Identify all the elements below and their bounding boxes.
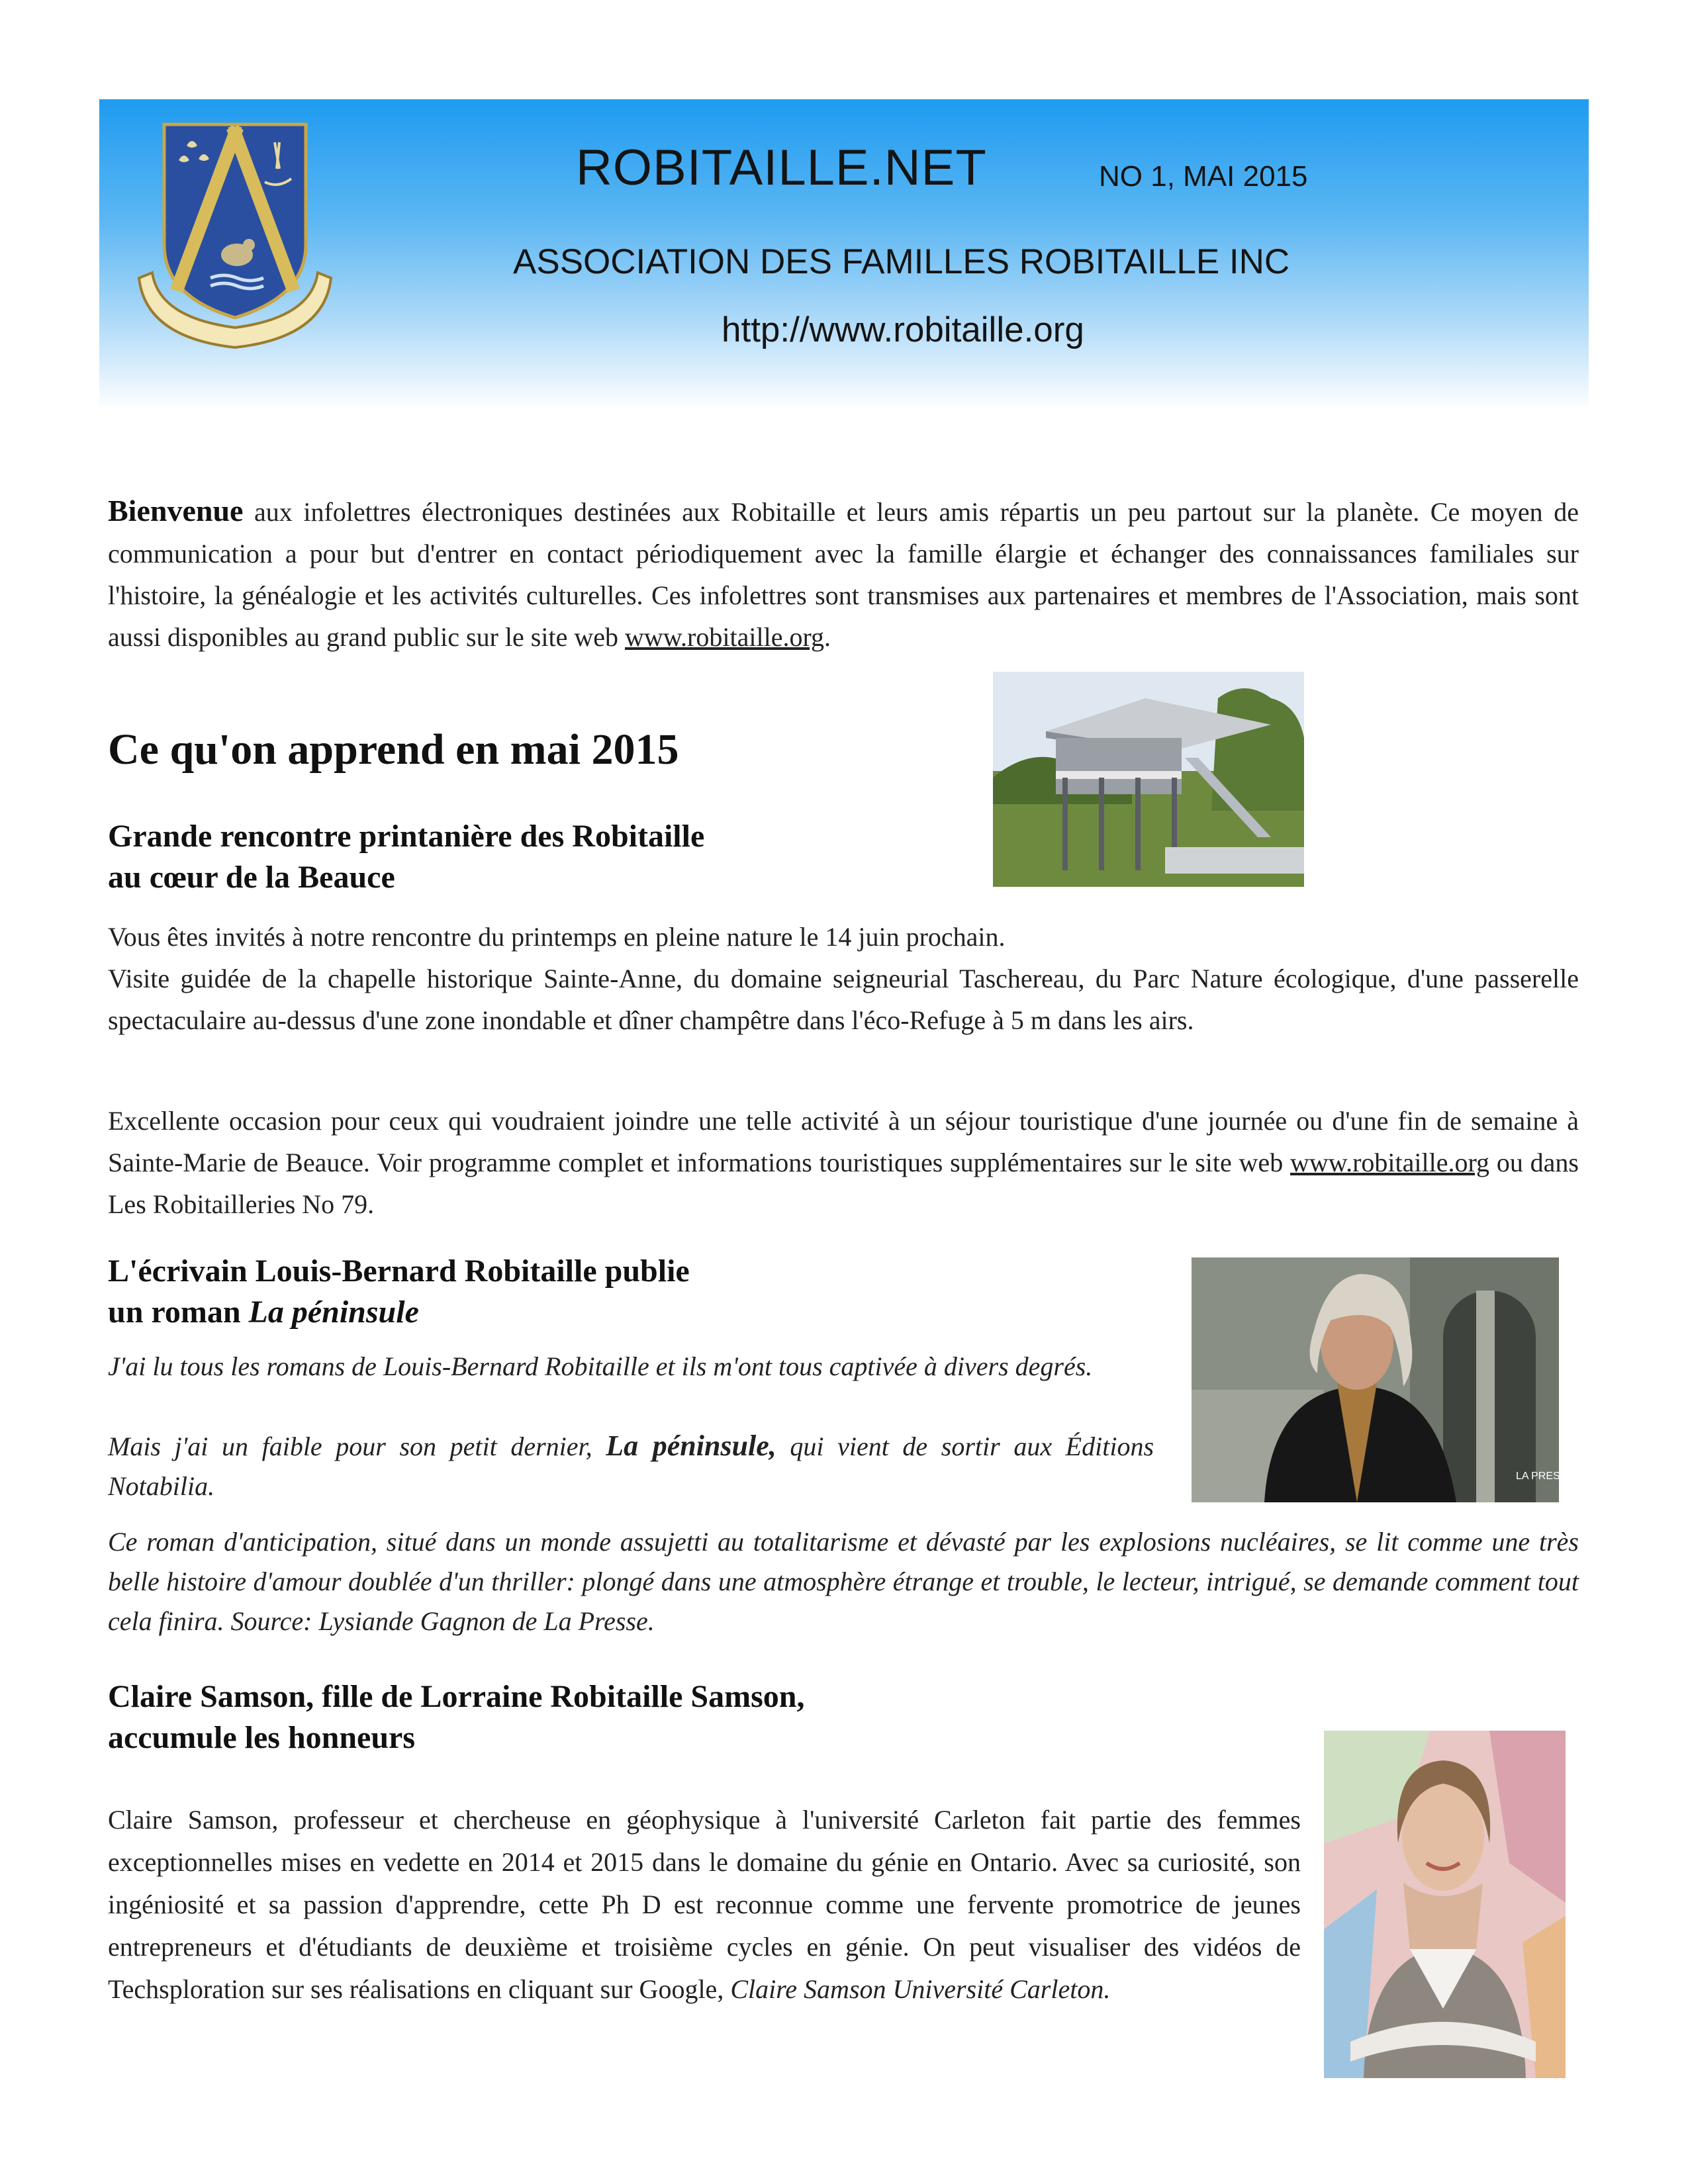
article3-search-terms: Claire Samson Université Carleton. xyxy=(730,1974,1111,2004)
article1-paragraph-2: Excellente occasion pour ceux qui voudraient joindre une telle activité à un séjour touristique d'une journée ou d'une fin de semaine à Sainte-Marie de Beauce. Voir programme complet et informations touristiques supplémentaires sur le site web www.robitaille.org ou dans Les Robitailleries No 79. xyxy=(108,1106,1579,1219)
issue-number: NO 1, MAI 2015 xyxy=(1099,160,1308,193)
site-title: ROBITAILLE.NET xyxy=(576,140,987,196)
intro-lead-word: Bienvenue xyxy=(108,494,244,527)
intro-paragraph: Bienvenue aux infolettres électroniques destinées aux Robitaille et leurs amis répartis un peu partout sur la planète. Ce moyen de communication a pour but d'entrer en contact périodiquement avec la famille élargie et échanger des connaissances familiales sur l'histoire, la généalogie et les activités culturelles. Ces infolettres sont transmises aux partenaires et membres de l'Association, mais sont aussi disponibles au grand public sur le site web www.robitaille.org. xyxy=(108,494,1579,652)
section-title: Ce qu'on apprend en mai 2015 xyxy=(108,725,679,774)
article2-review: Ce roman d'anticipation, situé dans un monde assujetti au totalitarisme et dévasté par les explosions nucléaires, se lit comme une très belle histoire d'amour doublée d'un thriller: plongé dans une atmosphère étrange et trouble, le lecteur, intrigué, se demande comment tout cela finira. Source: Lysiande Gagnon de La Presse. xyxy=(108,1527,1579,1636)
article1-paragraph-1: Vous êtes invités à notre rencontre du printemps en pleine nature le 14 juin prochain. Visite guidée de la chapelle historique Sainte-Anne, du domaine seigneurial Taschereau, du Parc Nature écologique, d'une passerelle spectaculaire au-dessus d'une zone inondable et dîner champêtre dans l'éco-Refuge à 5 m dans les airs. xyxy=(108,922,1579,1035)
photo-credit: LA PRESSE xyxy=(1516,1471,1575,1482)
claire-samson-photo xyxy=(1324,1731,1566,2078)
article1-website-link[interactable]: www.robitaille.org xyxy=(1290,1148,1490,1177)
eco-refuge-photo xyxy=(993,672,1304,887)
article3-body: Claire Samson, professeur et chercheuse en géophysique à l'université Carleton fait partie des femmes exceptionnelles mises en vedette en 2014 et 2015 dans le domaine du génie en Ontario. Avec sa curiosité, son ingéniosité et sa passion d'apprendre, cette Ph D est reconnue comme une fervente promotrice de jeunes entrepreneurs et d'étudiants de deuxième et troisième cycles en génie. On peut visualiser des vidéos de Techsploration sur ses réalisations en cliquant sur Google, Claire Samson Université Carleton. xyxy=(108,1805,1301,2004)
article1-title: Grande rencontre printanière des Robitaille au cœur de la Beauce xyxy=(108,819,705,895)
article2-title: L'écrivain Louis-Bernard Robitaille publie un roman La péninsule xyxy=(108,1253,690,1330)
book-title: La péninsule xyxy=(248,1295,419,1330)
website-url-link[interactable]: http://www.robitaille.org xyxy=(722,310,1084,349)
article2-quote-2: Mais j'ai un faible pour son petit dernier, La péninsule, qui vient de sortir aux Éditions Notabilia. xyxy=(108,1430,1154,1501)
family-crest-logo xyxy=(132,119,338,354)
intro-text: aux infolettres électroniques destinées aux Robitaille et leurs amis répartis un peu partout sur la planète. Ce moyen de communication a pour but d'entrer en contact périodiquement avec la famille élargie et échanger des connaissances familiales sur l'histoire, la généalogie et les activités culturelles. Ces infolettres sont transmises aux partenaires et membres de l'Association, mais sont aussi disponibles au grand public sur le site web xyxy=(108,497,1579,652)
article2-quote-1: J'ai lu tous les romans de Louis-Bernard Robitaille et ils m'ont tous captivée à divers degrés. xyxy=(108,1351,1093,1381)
newsletter-header xyxy=(99,99,1589,410)
association-name: ASSOCIATION DES FAMILLES ROBITAILLE INC xyxy=(513,242,1290,281)
article3-title: Claire Samson, fille de Lorraine Robitaille Samson, accumule les honneurs xyxy=(108,1679,805,1755)
intro-website-link[interactable]: www.robitaille.org xyxy=(624,622,825,652)
author-photo xyxy=(1192,1257,1575,1502)
